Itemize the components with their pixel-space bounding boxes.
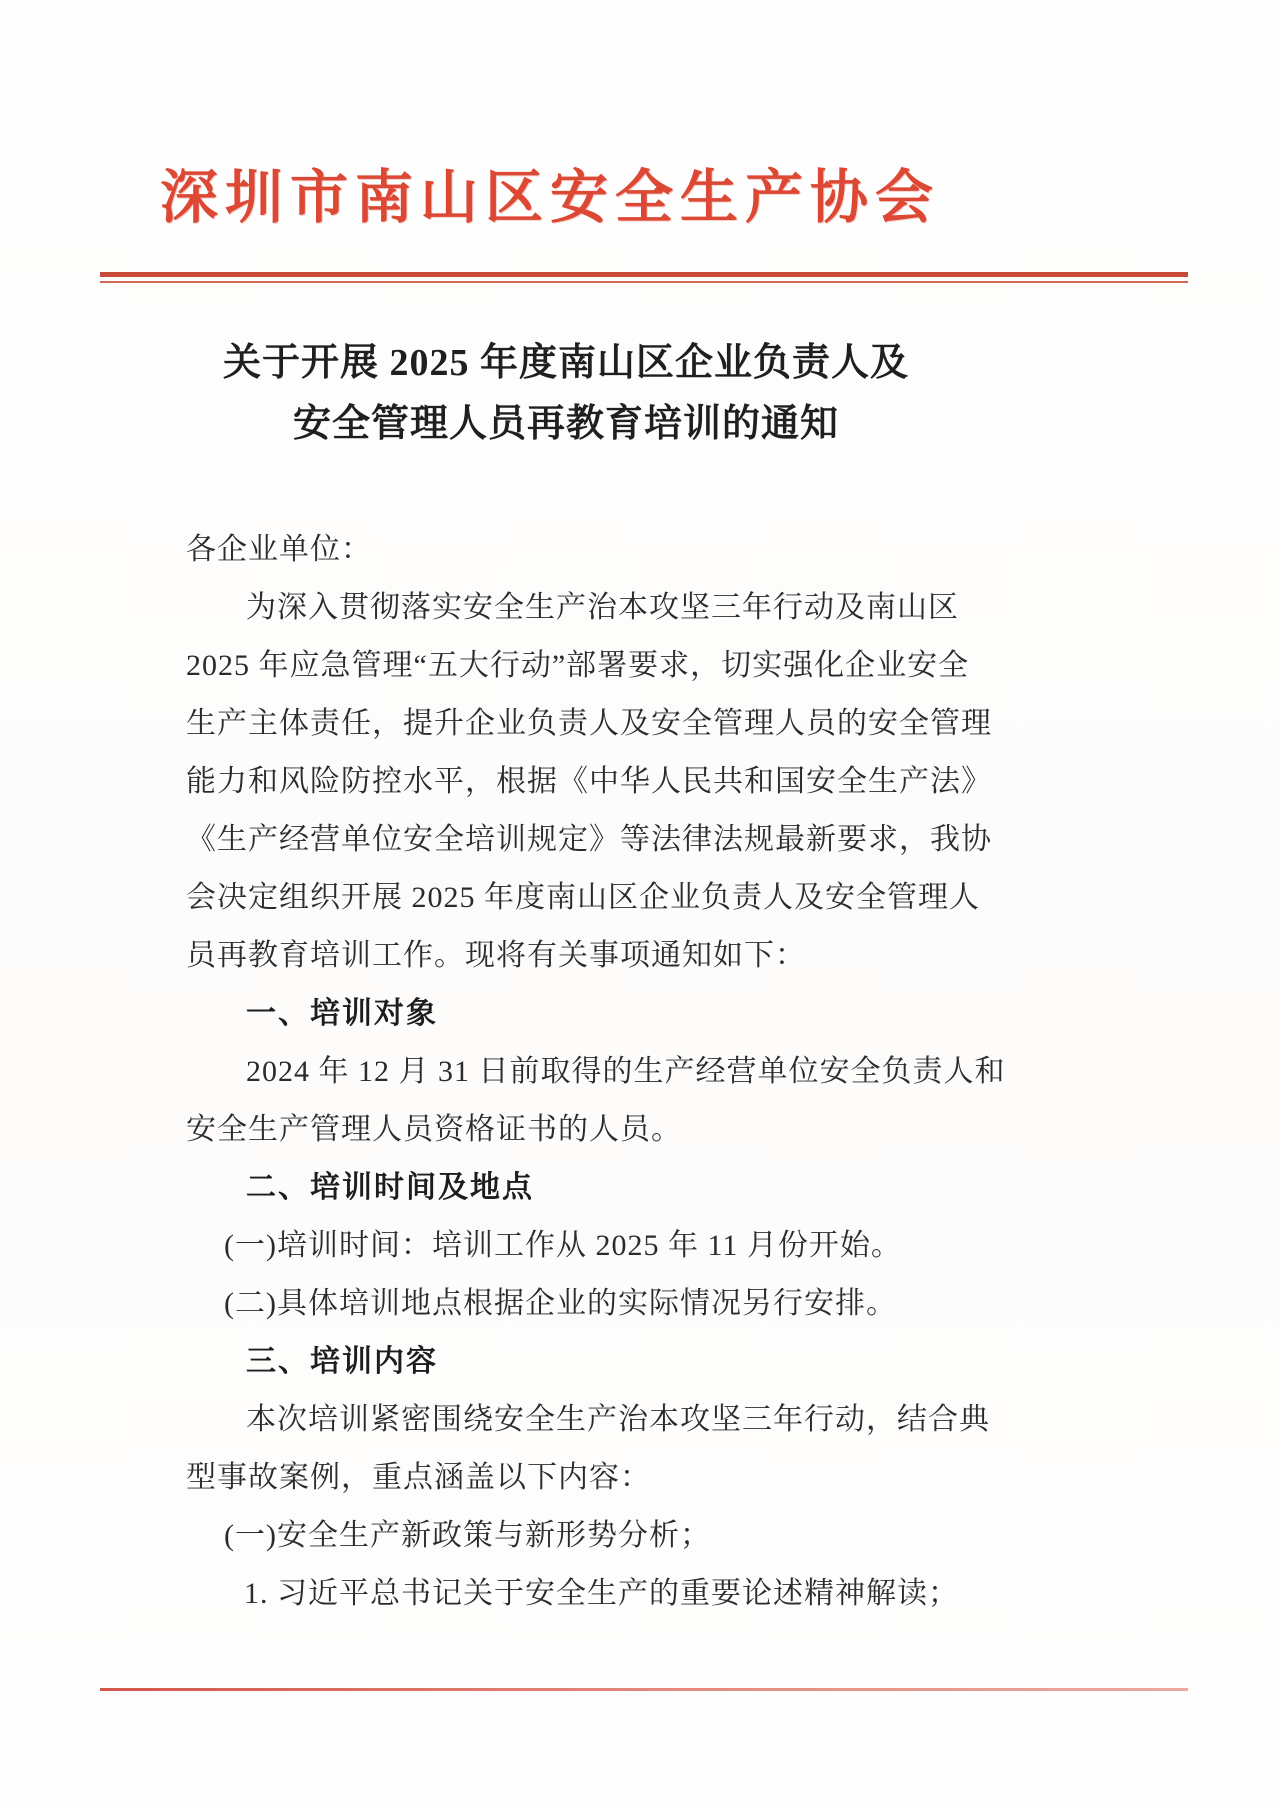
letterhead-divider bbox=[100, 272, 1188, 283]
body-line: 会决定组织开展 2025 年度南山区企业负责人及安全管理人 bbox=[186, 881, 980, 914]
body-line: 为深入贯彻落实安全生产治本攻坚三年行动及南山区 bbox=[246, 591, 959, 624]
list-item: (二)具体培训地点根据企业的实际情况另行安排。 bbox=[224, 1287, 897, 1320]
letterhead-org-title: 深圳市南山区安全生产协会 bbox=[159, 165, 940, 230]
section-heading-2: 二、培训时间及地点 bbox=[246, 1171, 534, 1204]
salutation-line: 各企业单位： bbox=[186, 533, 372, 566]
body-line: 2025 年应急管理“五大行动”部署要求，切实强化企业安全 bbox=[186, 649, 970, 682]
body-line: 员再教育培训工作。现将有关事项通知如下： bbox=[186, 939, 806, 972]
body-line: 生产主体责任，提升企业负责人及安全管理人员的安全管理 bbox=[186, 707, 992, 740]
body-line: 型事故案例，重点涵盖以下内容： bbox=[186, 1461, 651, 1494]
numbered-item: 1. 习近平总书记关于安全生产的重要论述精神解读； bbox=[244, 1577, 959, 1610]
letterhead-divider-thin-line bbox=[100, 281, 1188, 283]
footer-divider bbox=[100, 1688, 1188, 1691]
body-line: 《生产经营单位安全培训规定》等法律法规最新要求，我协 bbox=[186, 823, 992, 856]
section-heading-1: 一、培训对象 bbox=[246, 997, 438, 1030]
document-body bbox=[186, 521, 1006, 1623]
document-title-line-1: 关于开展 2025 年度南山区企业负责人及 bbox=[222, 342, 909, 384]
body-line: 2024 年 12 月 31 日前取得的生产经营单位安全负责人和 bbox=[246, 1055, 1006, 1088]
document-title-line-2: 安全管理人员再教育培训的通知 bbox=[292, 403, 839, 445]
document-title bbox=[185, 333, 947, 455]
list-item: (一)安全生产新政策与新形势分析； bbox=[224, 1519, 711, 1552]
body-line: 本次培训紧密围绕安全生产治本攻坚三年行动，结合典 bbox=[246, 1403, 990, 1436]
list-item: (一)培训时间：培训工作从 2025 年 11 月份开始。 bbox=[224, 1229, 902, 1262]
body-line: 安全生产管理人员资格证书的人员。 bbox=[186, 1113, 682, 1146]
body-line: 能力和风险防控水平，根据《中华人民共和国安全生产法》 bbox=[186, 765, 992, 798]
section-heading-3: 三、培训内容 bbox=[246, 1345, 438, 1378]
